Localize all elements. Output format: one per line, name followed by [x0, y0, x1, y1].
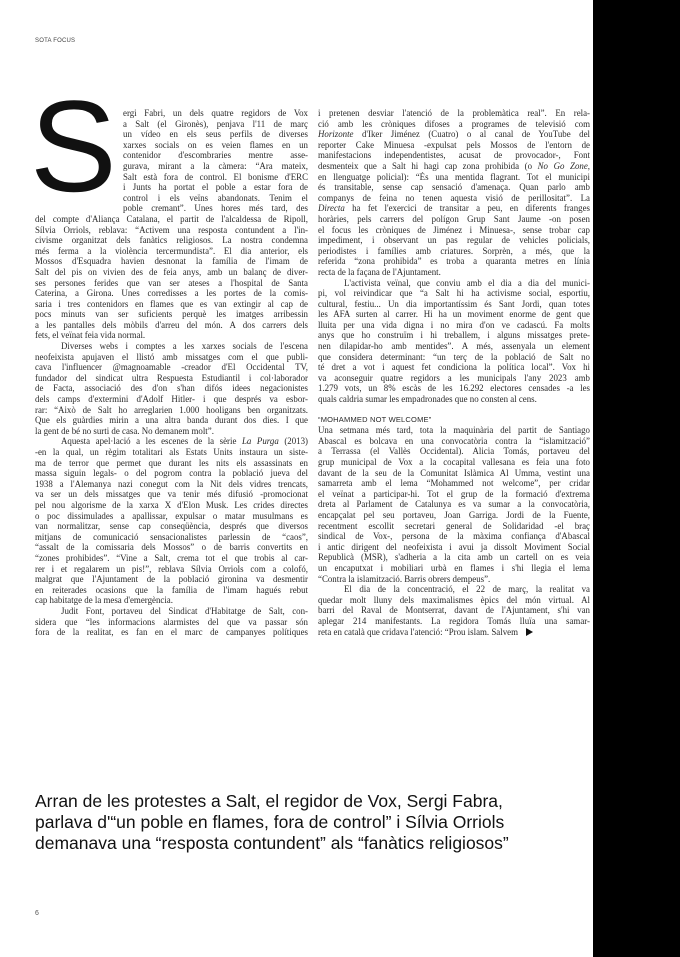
text-line: davant de la seu de la Comunitat Islàmica Al Umma, vestint una	[318, 467, 590, 478]
text-line: contenidor d'escombraries mentre asse-	[123, 150, 308, 161]
text-line: mitjans de comunicació sensacionalistes parlessin de “caos”,	[35, 531, 308, 542]
text-line: El dia de la concentració, el 22 de març, la realitat va	[344, 584, 590, 595]
text-line: encapçalat pel seu portaveu, Joan Garriga. Jordi de la Fuente,	[318, 509, 590, 520]
text-line: periodistes i famílies amb criatures. Sorprèn, a més, que la	[318, 245, 590, 256]
text-line: dels camps d'extermini d'Adolf Hitler- i que després va esbor-	[35, 394, 308, 405]
caption-line: Arran de les protestes a Salt, el regidor de Vox, Sergi Fabra,	[35, 791, 503, 811]
section-label: SOTA FOCUS	[35, 38, 76, 44]
text-line: lluita per una vida digna i no mira d'on ve cadascú. Fa molts	[318, 319, 590, 330]
text-line: horàries, pels carrers del polígon Grup Sant Jaume -on posen	[318, 213, 590, 224]
text-line: xarxes socials on es veien flames en un	[123, 139, 308, 150]
text-line: ció amb les cròniques difoses a programes de televisió com	[318, 118, 590, 129]
text-line: Mossos d'Esquadra havien desnonat la família de l'imam de	[35, 256, 308, 267]
text-line: “Contra la islamització. Barris obrers dempeus”.	[318, 573, 491, 584]
text-line: samarreta amb el lema “Mohammed not welcome”, per cridar	[318, 478, 590, 489]
text-line: té dret a vot i aquest fet condiciona la política local”. Vox hi	[318, 362, 590, 373]
text-line: ses persones ferides que van ser ateses a l'hospital de Santa	[35, 277, 308, 288]
drop-cap: S	[30, 73, 117, 219]
text-line: Que els guàrdies mirin a una altra banda durant dos dies. I que	[35, 415, 308, 426]
text-line: a les pantalles dels mòbils d'arreu del món. A dos carrers dels	[35, 319, 308, 330]
text-line: “assalt de la comissaria dels Mossos” o de barris convertits en	[35, 542, 308, 553]
text-line: va ser un dels missatges que va tenir més difusió -promocionat	[35, 489, 308, 500]
text-line: les AFA surten al carrer. Hi ha un moviment enorme de gent que	[318, 309, 590, 320]
text-line: a Salt (el Gironès), penjava l'11 de març	[123, 118, 308, 129]
text-line: a Terrassa (el Vallès Occidental). Alicia Tomás, portaveu del	[318, 446, 590, 457]
text-line: Republicà (MSR), s'adheria a la cita amb un cartell on es veia	[318, 552, 590, 563]
text-line: cap habitatge de la mesa d'emergència.	[35, 595, 173, 606]
text-line: Caterina, a Girona. Unes corredisses a les portes de la comis-	[35, 288, 308, 299]
text-line: companys de feina no tenen aquesta visió de perillositat”. La	[318, 192, 590, 203]
text-line: és transitable, sense cap sensació d'amenaça. Quan parlo amb	[318, 182, 590, 193]
text-line: més ferma a la violència tercermundista”. El dia anterior, els	[35, 245, 308, 256]
text-line: cava l'influencer @magnoamable -creador d'El Occidental TV,	[35, 362, 308, 373]
text-line: de Facta, associació des d'on s'han difós idees negacionistes	[35, 383, 308, 394]
text-line: neofeixista apujaven el llistó amb missatges com el que publi-	[35, 351, 308, 362]
text-line: malgrat que l'Ajuntament de la població gironina va desmentir	[35, 574, 308, 585]
text-line: van normalitzar, sense cap conseqüència, després que diversos	[35, 521, 308, 532]
text-line: gurava, mirant a la càmera: “Ara mateix,	[123, 160, 308, 171]
text-line: Horizonte d'Iker Jiménez (Cuatro) o al canal de YouTube del	[318, 129, 590, 140]
text-line: desmenteix que a Salt hi hagi cap zona prohibida (o No Go Zone,	[318, 160, 590, 171]
photo-caption	[35, 791, 590, 854]
text-line: nen dilapidar-ho amb mentides”. A més, assenyala un element	[318, 341, 590, 352]
text-line: -en la qual, un règim totalitari als Estats Units instaura un siste-	[35, 447, 308, 457]
text-line: un vídeo en els seus perfils de diverses	[123, 129, 308, 140]
text-line: reporter Cake Minuesa -expulsat pels Mossos de l'entorn de	[318, 139, 590, 150]
text-line: saria i tres contenidors en flames que es van extingir al cap de	[35, 298, 308, 309]
text-line: “zones prohibides”. “Vine a Salt, crema tot el que trobis al car-	[35, 552, 308, 563]
text-line: barri del Raval de Montserrat, davant de l'Ajuntament, s'hi van	[318, 605, 590, 616]
text-line: aplegar 214 manifestants. La regidora Tomás lluïa una samar-	[318, 615, 590, 626]
text-line: rer i et regalarem un pis!”, reblava Sílvia Orriols com a colofó,	[35, 563, 308, 574]
text-line: ergi Fabri, un dels quatre regidors de Vox	[123, 108, 308, 118]
page-edge-black-bar	[593, 0, 680, 957]
text-line: Judit Font, portaveu del Sindicat d'Habitatge de Salt, con-	[61, 605, 308, 616]
article-column-left	[35, 108, 308, 638]
text-line: sidera que “les informacions alarmistes del que va passar són	[35, 616, 308, 627]
text-line: el focus les cròniques de Jiménez i Minuesa-, sense trobar cap	[318, 224, 590, 235]
text-line: pocs minuts van ser suficients perquè les imatges arribessin	[35, 309, 308, 320]
text-line: el veïnat a participar-hi. Tot el grup de la formació d'extrema	[318, 488, 590, 499]
text-line: del compte d'Aliança Catalana, el partit de l'alcaldessa de Ripoll,	[35, 213, 308, 224]
text-line: la gent de bé no surti de casa. No demanem molt”.	[35, 425, 214, 436]
text-line: Diverses webs i comptes a les xarxes socials de l'escena	[61, 341, 308, 352]
text-line: i pretenen desviar l'atenció de la problemàtica real”. En rela-	[318, 108, 590, 118]
text-line: i Junts ha portat el poble a estar fora de	[123, 182, 308, 193]
text-line: pi, vol reivindicar que “a Salt hi ha activisme social, esportiu,	[318, 288, 590, 299]
text-line: que considera determinant: “un terç de la població de Salt no	[318, 351, 590, 362]
text-line: en llenguatge policial): “És una mentida flagrant. Tot el municipi	[318, 171, 590, 182]
text-line: cultural, festiu... Un dia importantíssim és Sant Jordi, quan totes	[318, 298, 590, 309]
article-column-right	[318, 108, 590, 637]
text-line: control i els veïns abandonats. Tenim el	[123, 192, 308, 203]
text-line: Salt està fora de control. El bonisme d'ERC	[123, 171, 308, 182]
text-line: o poc dissimulades a apallissar, expulsar o matar musulmans es	[35, 510, 308, 521]
text-line: massa siguin legals- o del pogrom contra la població jueva del	[35, 468, 308, 479]
text-line: reta en català que cridava l'atenció: “Prou islam. Salvem	[318, 627, 590, 638]
text-line: recta de la façana de l'Ajuntament.	[318, 266, 441, 277]
text-line: ma de terror que permet que durant les nits els assassinats en	[35, 457, 308, 468]
text-line: 1.279 vots, un 8% escàs de les 16.292 electores censades -a les	[318, 383, 590, 394]
subheading: “MOHAMMED NOT WELCOME”	[318, 414, 432, 424]
caption-line: demanava una “resposta contundent” als “fanàtics religiosos”	[35, 833, 509, 853]
text-line: 1938 a l'Alemanya nazi conegut com la Nit dels vidres trencats,	[35, 478, 308, 489]
text-line: i antic dirigent del neofeixista i avui ja dissolt Moviment Social	[318, 541, 590, 552]
text-line: Directa ha fet l'exercici de transitar a peu, en diferents franges	[318, 203, 590, 214]
text-line: Aquesta apel·lació a les escenes de la sèrie La Purga (2013)	[61, 436, 308, 447]
text-line: fundador del sindicat ultra Respuesta Estudiantil i col·laborador	[35, 372, 308, 383]
text-line: recentment escollit secretari general de Solidaridad -el braç	[318, 520, 590, 531]
continue-arrow-icon	[526, 628, 533, 636]
text-line: un encaputxat i mobiliari urbà en flames i s'hi llegia el lema	[318, 562, 590, 573]
text-line: dreta al Parlament de Catalunya es va sumar a la convocatòria,	[318, 499, 590, 510]
text-line: referida “zona prohibida” es troba a quaranta metres en línia	[318, 256, 590, 267]
page-number: 6	[35, 910, 39, 917]
text-line: anys que ho construïm i hi treballem, i alguns missatges prete-	[318, 330, 590, 341]
text-line: L'activista veïnal, que conviu amb el dia a dia del munici-	[344, 277, 590, 288]
caption-line: parlava d'“un poble en flames, fora de control” i Sílvia Orriols	[35, 812, 505, 832]
text-line: civisme organitzat dels fanàtics religiosos. La nostra condemna	[35, 235, 308, 246]
text-line: pel nou algorisme de la xarxa X d'Elon Musk. Les crides directes	[35, 499, 308, 510]
text-line: manifestacions independentistes, acusat de provocador-, Font	[318, 150, 590, 161]
text-line: quedar molt lluny dels maximalismes èpics del món virtual. Al	[318, 594, 590, 605]
text-line: quals caldria sumar les empadronades que no consten al cens.	[318, 394, 537, 405]
text-line: va aconseguir quatre regidors a les municipals l'any 2023 amb	[318, 372, 590, 383]
text-line: Una setmana més tard, tota la maquinària del partit de Santiago	[318, 425, 590, 436]
text-line: fora de la realitat, es fan en el marc de campanyes polítiques	[35, 627, 308, 638]
text-line: rar: “Això de Salt ho arreglarien 1.000 hooligans ben organitzats.	[35, 404, 308, 415]
text-line: Sílvia Orriols, reblava: “Activem una resposta contundent a l'in-	[35, 224, 308, 235]
text-line: sindical de Vox-, persona de la màxima confiança d'Abascal	[318, 531, 590, 542]
text-line: grup municipal de Vox a la cocapital vallesana es feia una foto	[318, 457, 590, 467]
text-line: poble cremant”. Unes hores més tard, des	[123, 203, 308, 214]
text-line: fets, el veïnat feia vida normal.	[35, 330, 146, 341]
text-line: Salt del pis on vivien des de feia anys, amb un balanç de diver-	[35, 266, 308, 277]
text-line: impediment, i observant un pas regular de vehicles policials,	[318, 235, 590, 246]
text-line: Abascal es bolcava en una convocatòria contra la “islamització”	[318, 435, 590, 446]
text-line: en reiterades ocasions que la família de l'imam hagués rebut	[35, 584, 308, 595]
